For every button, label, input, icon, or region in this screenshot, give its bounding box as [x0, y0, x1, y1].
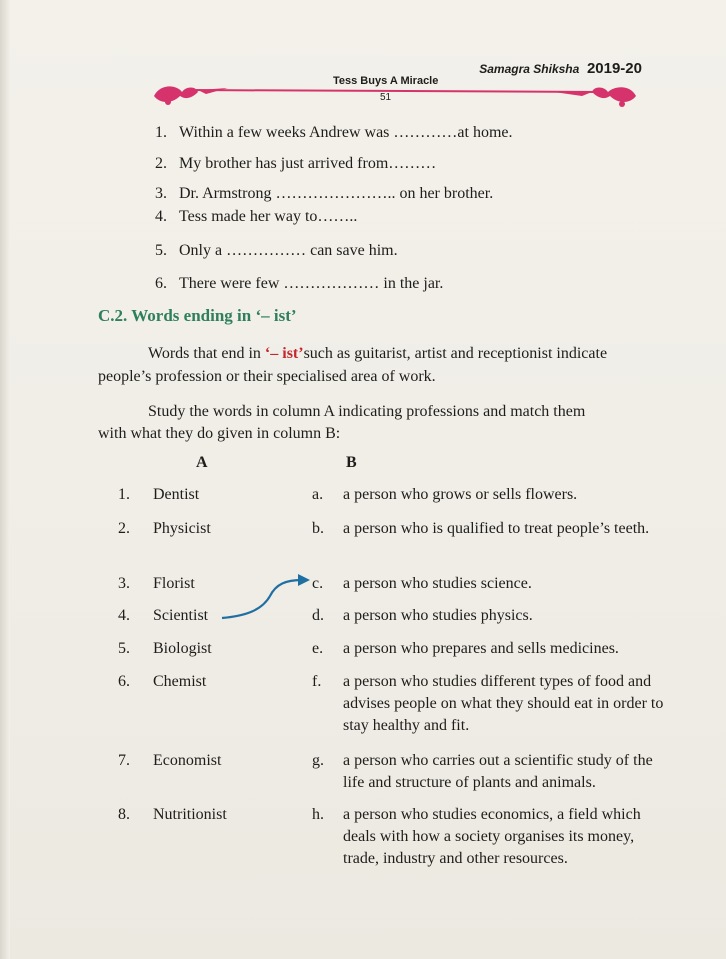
- edition-year: 2019-20: [586, 60, 642, 77]
- item-number: 3.: [155, 185, 167, 202]
- item-text: Dr. Armstrong ………………….. on her brother.: [179, 185, 494, 202]
- a-number: 3.: [118, 575, 130, 592]
- b-letter: h.: [312, 806, 324, 823]
- list-item: [155, 185, 493, 203]
- profession-word: Florist: [153, 575, 195, 592]
- profession-word: Dentist: [153, 486, 200, 503]
- instruction-line-2: with what they do given in column B:: [98, 425, 341, 442]
- suffix-highlight: ‘– ist’: [264, 345, 304, 362]
- list-item: [155, 124, 513, 142]
- a-number: 4.: [118, 607, 130, 624]
- b-letter: a.: [312, 486, 324, 503]
- brand-name: Samagra Shiksha: [479, 62, 580, 76]
- column-b-header: B: [346, 454, 357, 471]
- item-text: Only a …………… can save him.: [179, 242, 398, 259]
- profession-word: Chemist: [153, 673, 207, 690]
- profession-word: Nutritionist: [153, 806, 227, 823]
- definition-text: a person who carries out a scientific study of the life and structure of plants and animals.: [343, 752, 653, 791]
- b-letter: g.: [312, 752, 324, 769]
- a-number: 5.: [118, 640, 130, 657]
- definition-text: a person who studies physics.: [343, 607, 533, 624]
- item-text: Within a few weeks Andrew was …………at home.: [179, 124, 513, 141]
- a-number: 2.: [118, 520, 130, 537]
- definition-text: a person who studies science.: [343, 575, 532, 592]
- b-letter: b.: [312, 520, 324, 537]
- definition-text: a person who prepares and sells medicines.: [343, 640, 619, 657]
- definition-text: a person who is qualified to treat people’s teeth.: [343, 520, 650, 537]
- list-item: [155, 155, 436, 173]
- definition-text: a person who grows or sells flowers.: [343, 486, 578, 503]
- profession-word: Scientist: [153, 607, 209, 624]
- page-number: 51: [380, 92, 392, 103]
- item-text: There were few ……………… in the jar.: [179, 275, 444, 292]
- a-number: 7.: [118, 752, 130, 769]
- b-letter: e.: [312, 640, 324, 657]
- a-number: 6.: [118, 673, 130, 690]
- intro-paragraph-line-1: [148, 343, 607, 365]
- list-item: [155, 242, 398, 260]
- para-text: such as guitarist, artist and receptionist indicate: [303, 345, 608, 362]
- handdrawn-match-arrow: [218, 570, 318, 626]
- item-number: 5.: [155, 242, 167, 259]
- page-edge-shadow: [0, 0, 10, 959]
- column-a-header: A: [196, 454, 208, 471]
- profession-word: Biologist: [153, 640, 212, 657]
- item-number: 4.: [155, 208, 167, 225]
- profession-word: Physicist: [153, 520, 211, 537]
- list-item: [155, 208, 357, 226]
- instruction-line-1: Study the words in column A indicating professions and match them: [148, 403, 586, 420]
- item-number: 2.: [155, 155, 167, 172]
- profession-word: Economist: [153, 752, 222, 769]
- b-letter: d.: [312, 607, 324, 624]
- item-number: 1.: [155, 124, 167, 141]
- a-number: 1.: [118, 486, 130, 503]
- intro-paragraph-line-2: people’s profession or their specialised area of work.: [98, 368, 436, 385]
- page-header: [479, 60, 642, 77]
- definition-text: a person who studies economics, a field which deals with how a society organises its money, trade, industry and other resources.: [343, 806, 641, 867]
- b-letter: f.: [312, 673, 322, 690]
- para-text: Words that end in: [148, 345, 265, 362]
- section-heading: C.2. Words ending in ‘– ist’: [98, 306, 297, 325]
- item-text: My brother has just arrived from………: [179, 155, 437, 172]
- definition-text: a person who studies different types of food and advises people on what they should eat in order to stay healthy and fit.: [343, 673, 664, 734]
- item-text: Tess made her way to……..: [179, 208, 358, 225]
- chapter-title: Tess Buys A Miracle: [333, 75, 439, 87]
- item-number: 6.: [155, 275, 167, 292]
- list-item: [155, 275, 443, 293]
- a-number: 8.: [118, 806, 130, 823]
- b-letter: c.: [312, 575, 324, 592]
